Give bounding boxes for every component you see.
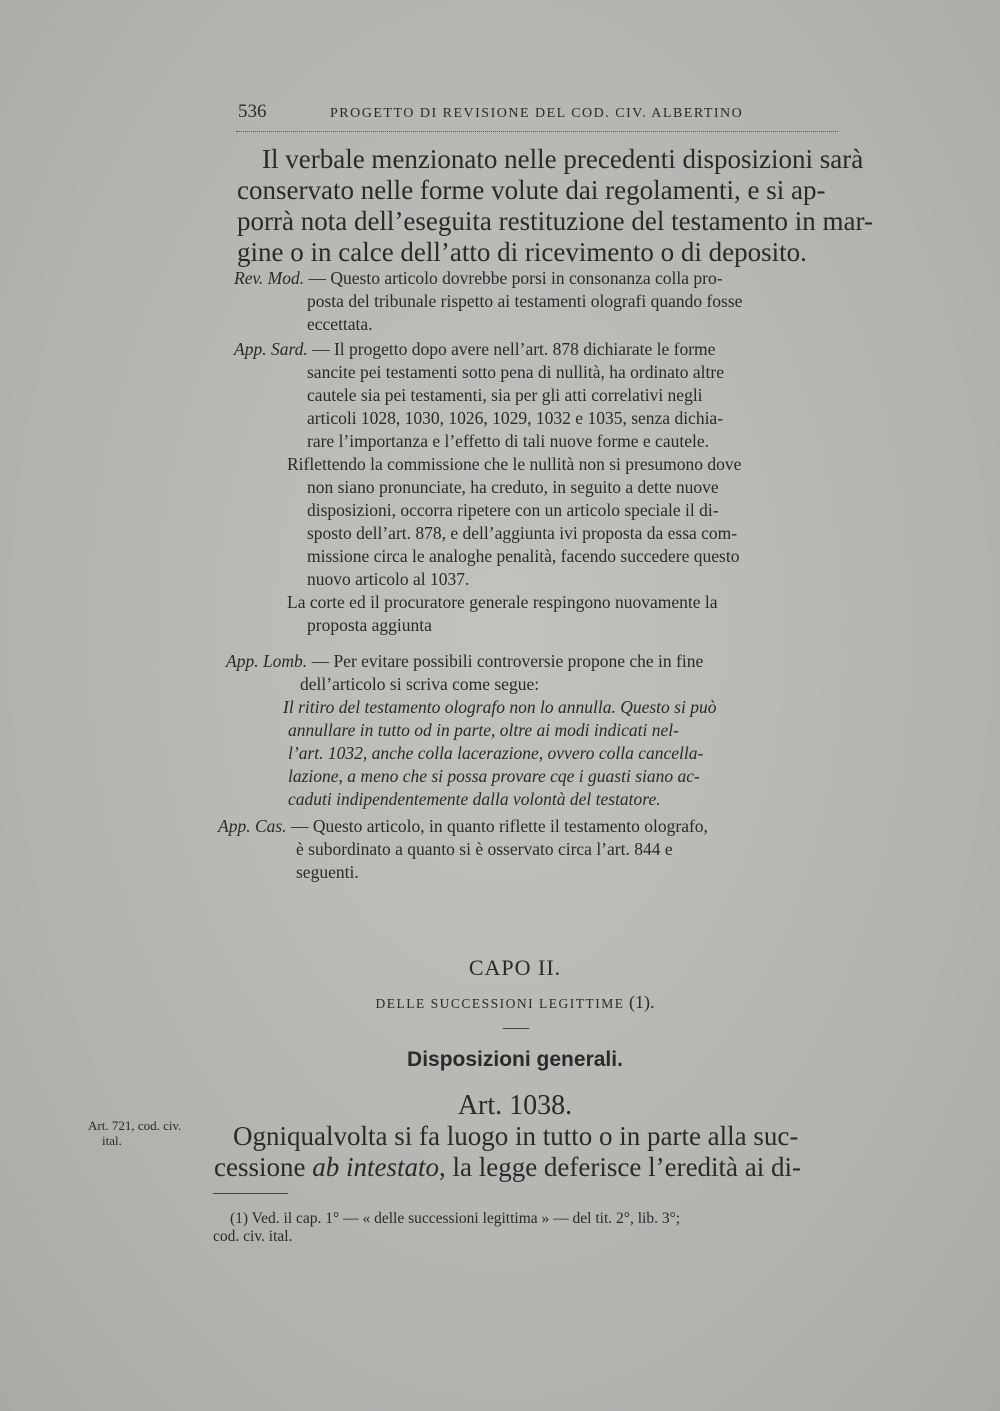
page-number: 536 (238, 101, 267, 122)
footnote-ref: (1). (624, 992, 655, 1012)
chapter-subtitle (0, 992, 1000, 1013)
intro-paragraph (237, 144, 873, 268)
app-sard-note (234, 338, 741, 637)
text-line: disposizioni, occorra ripetere con un articolo speciale il di- (307, 500, 719, 520)
quote-line: annullare in tutto od in parte, oltre ai modi indicati nel- (288, 720, 679, 740)
text-fragment: , la legge deferisce l’eredità ai di- (438, 1152, 802, 1182)
text-line: Il verbale menzionato nelle precedenti disposizioni sarà (262, 144, 864, 174)
text-line: eccettata. (307, 314, 373, 334)
section-divider (503, 1028, 529, 1029)
footnote-line: cod. civ. ital. (213, 1228, 293, 1245)
margin-note-line: ital. (102, 1133, 122, 1148)
text-line: conservato nelle forme volute dai regolamenti, e si ap- (237, 175, 826, 205)
quote-line: l’art. 1032, anche colla lacerazione, ovvero colla cancella- (288, 743, 704, 763)
note-label: App. Sard. (234, 339, 308, 359)
text-line: — Questo articolo dovrebbe porsi in consonanza colla pro- (304, 268, 723, 288)
text-line: rare l’importanza e l’effetto di tali nuove forme e cautele. (307, 431, 709, 451)
app-cas-note (218, 815, 708, 884)
article-text (214, 1121, 801, 1183)
running-head: PROGETTO DI REVISIONE DEL COD. CIV. ALBERTINO (330, 106, 744, 121)
text-line: — Questo articolo, in quanto riflette il testamento olografo, (286, 816, 708, 836)
note-label: App. Cas. (218, 816, 287, 836)
text-line: porrà nota dell’eseguita restituzione del testamento in mar- (237, 206, 873, 236)
section-heading: Disposizioni generali. (407, 1048, 623, 1071)
text-fragment: cessione (214, 1152, 313, 1182)
chapter-subtitle-text: DELLE SUCCESSIONI LEGITTIME (375, 996, 625, 1011)
text-line: Ogniqualvolta si fa luogo in tutto o in parte alla suc- (233, 1121, 799, 1151)
text-line: gine o in calce dell’atto di ricevimento o di deposito. (237, 237, 807, 267)
footnote-rule (213, 1193, 288, 1194)
note-label: Rev. Mod. (234, 268, 305, 288)
quote-line: Il ritiro del testamento olografo non lo annulla. Questo si può (283, 697, 717, 717)
text-line: Riflettendo la commissione che le nullità non si presumono dove (287, 454, 742, 474)
quote-line: lazione, a meno che si possa provare cqe i guasti siano ac- (288, 766, 700, 786)
text-line: La corte ed il procuratore generale respingono nuovamente la (287, 592, 718, 612)
article-title: Art. 1038. (457, 1090, 573, 1121)
text-line: nuovo articolo al 1037. (307, 569, 470, 589)
note-label: App. Lomb. (226, 651, 308, 671)
text-line: — Per evitare possibili controversie propone che in fine (307, 651, 704, 671)
text-line: seguenti. (296, 862, 359, 882)
margin-note-line: Art. 721, cod. civ. (88, 1118, 182, 1133)
text-line: posta del tribunale rispetto ai testamenti olografi quando fosse (307, 291, 743, 311)
header-rule (236, 131, 838, 132)
rev-mod-note (234, 267, 742, 336)
text-line: sancite pei testamenti sotto pena di nullità, ha ordinato altre (307, 362, 724, 382)
text-line: sposto dell’art. 878, e dell’aggiunta ivi proposta da essa com- (307, 523, 738, 543)
text-line: cautele sia pei testamenti, sia per gli atti correlativi negli (307, 385, 703, 405)
app-lomb-note (226, 650, 716, 811)
text-line: è subordinato a quanto si è osservato circa l’art. 844 e (296, 839, 673, 859)
quote-line: caduti indipendentemente dalla volontà del testatore. (288, 789, 661, 809)
chapter-title: CAPO II. (468, 955, 562, 980)
text-italic: ab intestato (312, 1152, 439, 1182)
text-line: dell’articolo si scriva come segue: (300, 674, 540, 694)
text-line: proposta aggiunta (307, 615, 432, 635)
margin-note (88, 1118, 181, 1148)
text-line: missione circa le analoghe penalità, facendo succedere questo (307, 546, 740, 566)
footnote (213, 1210, 680, 1246)
text-line: articoli 1028, 1030, 1026, 1029, 1032 e 1035, senza dichia- (307, 408, 724, 428)
footnote-line: (1) Ved. il cap. 1° — « delle successioni legittima » — del tit. 2°, lib. 3°; (230, 1210, 681, 1227)
text-line: non siano pronunciate, ha creduto, in seguito a dette nuove (307, 477, 719, 497)
text-line: — Il progetto dopo avere nell’art. 878 dichiarate le forme (307, 339, 716, 359)
